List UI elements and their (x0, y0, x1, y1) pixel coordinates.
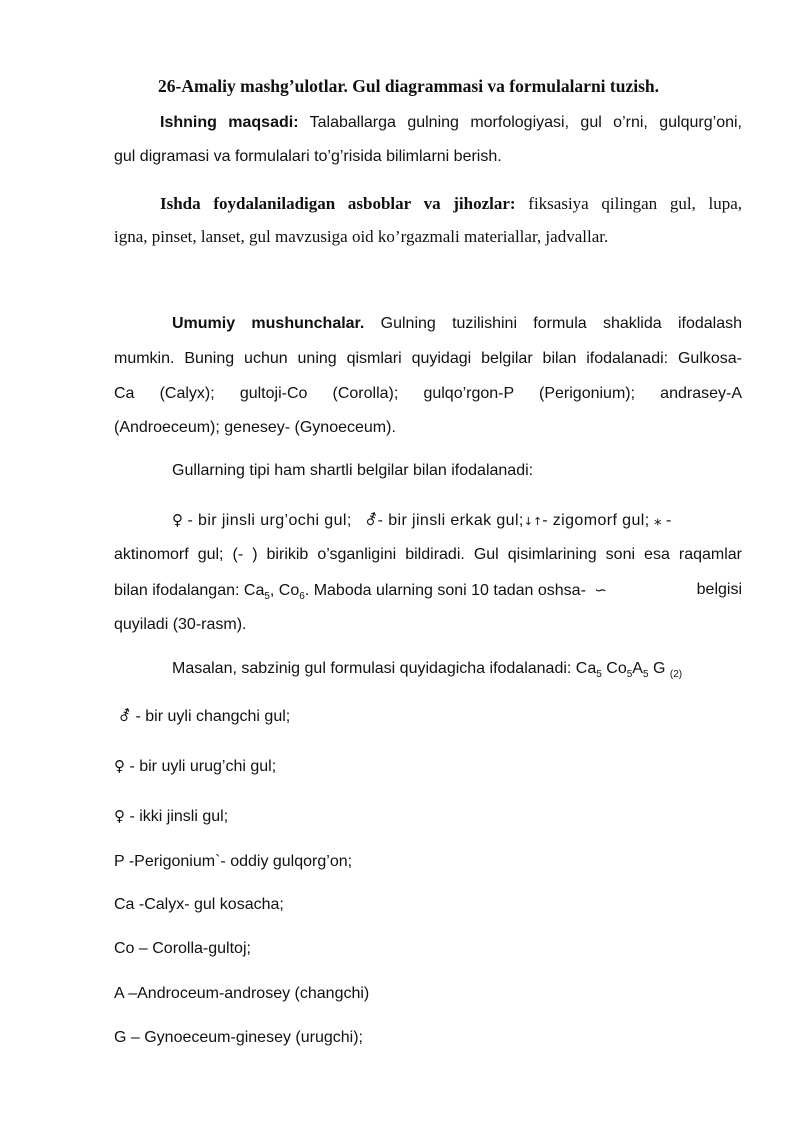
tools-label: Ishda foydalaniladigan asboblar va jihozlar: (160, 194, 516, 213)
example-sub-1: 5 (596, 669, 602, 681)
page-title: 26-Amaliy mashg’ulotlar. Gul diagrammasi va formulalarni tuzish. (158, 76, 660, 96)
example-co: Co (601, 660, 627, 677)
types-actino-dash: - (665, 512, 672, 529)
female-icon: ♀ (114, 757, 125, 775)
legend-item: Co – Corolla-gultoj; (114, 940, 251, 957)
example-sub-3: 5 (642, 669, 649, 681)
legend-text: - ikki jinsli gul; (129, 808, 229, 825)
types-female-text: - bir jinsli urg’ochi gul; (187, 512, 352, 529)
legend-item (114, 756, 742, 777)
concepts-line-3: Ca (Calyx); gultoji-Co (Corolla); gulqo’rgon-P (Perigonium); andrasey-A (114, 385, 742, 402)
concepts-line-1 (172, 314, 742, 334)
zygomorph-icon: ↓↑ (523, 515, 543, 528)
legend-item (114, 806, 742, 827)
female-icon: ♀ (172, 511, 183, 529)
legend-item: Ca -Calyx- gul kosacha; (114, 896, 284, 913)
bisexual-icon: ♀ (114, 807, 125, 825)
concepts-line-4: (Androeceum); genesey- (Gynoeceum). (114, 419, 396, 436)
types-line-3-b: , Co (269, 582, 300, 599)
types-zygo-text: - zigomorf gul; (542, 512, 650, 529)
legend-item: G – Gynoeceum-ginesey (urugchi); (114, 1029, 363, 1046)
legend-text: - bir uyli changchi gul; (135, 708, 291, 725)
types-intro: Gullarning tipi ham shartli belgilar bilan ifodalanadi: (172, 462, 534, 479)
goal-line-1 (160, 113, 742, 133)
legend-text: - bir uyli urug’chi gul; (129, 758, 277, 775)
concepts-label: Umumiy mushunchalar. (172, 315, 365, 332)
tools-line-1 (160, 194, 742, 214)
types-male-text: - bir jinsli erkak gul; (377, 512, 524, 529)
example-g: G (648, 660, 670, 677)
actinomorph-icon: ⁎ (654, 511, 662, 529)
infinity-icon: ∽ (594, 581, 607, 599)
example-sub-2: 5 (626, 669, 633, 681)
types-line-1 (172, 510, 742, 532)
legend-item: P -Perigonium`- oddiy gulqorg’on; (114, 853, 353, 870)
legend-item (114, 706, 742, 727)
goal-label: Ishning maqsadi: (160, 114, 299, 131)
types-line-3-c: . Maboda ularning soni 10 tadan oshsa- (304, 582, 586, 599)
concepts-line-2: mumkin. Buning uchun uning qismlari quyidagi belgilar bilan ifodalanadi: Gulkosa- (114, 350, 742, 367)
tools-text-1: fiksasiya qilingan gul, lupa, (515, 194, 742, 213)
male-icon: ⚦ (118, 707, 132, 725)
types-line-3-a: bilan ifodalangan: Ca (114, 582, 265, 599)
legend-item: A –Androceum-androsey (changchi) (114, 985, 370, 1002)
example-text: Masalan, sabzinig gul formulasi quyidagicha ifodalanadi: Ca (172, 660, 597, 677)
sub-ca: 5 (264, 591, 270, 603)
male-icon: ⚦ (365, 511, 378, 529)
types-line-4: quyiladi (30-rasm). (114, 616, 247, 633)
goal-text-1: Talaballarga gulning morfologiyasi, gul o’rni, gulqurg’oni, (298, 114, 742, 131)
sub-co: 6 (299, 591, 305, 603)
types-line-3-d: belgisi (696, 581, 742, 598)
tools-line-2: igna, pinset, lanset, gul mavzusiga oid ko’rgazmali materiallar, jadvallar. (114, 227, 609, 246)
example-a: A (632, 660, 643, 677)
example-line (172, 659, 742, 685)
concepts-text-1: Gulning tuzilishini formula shaklida ifodalash (364, 315, 742, 332)
example-sub-4: (2) (669, 669, 683, 681)
goal-line-2: gul digramasi va formulalari to’g’risida bilimlarni berish. (114, 148, 502, 165)
types-line-2: aktinomorf gul; (- ) birikib o’sganligini bildiradi. Gul qisimlarining soni esa raqamlar (114, 546, 742, 563)
types-line-3 (114, 580, 742, 607)
